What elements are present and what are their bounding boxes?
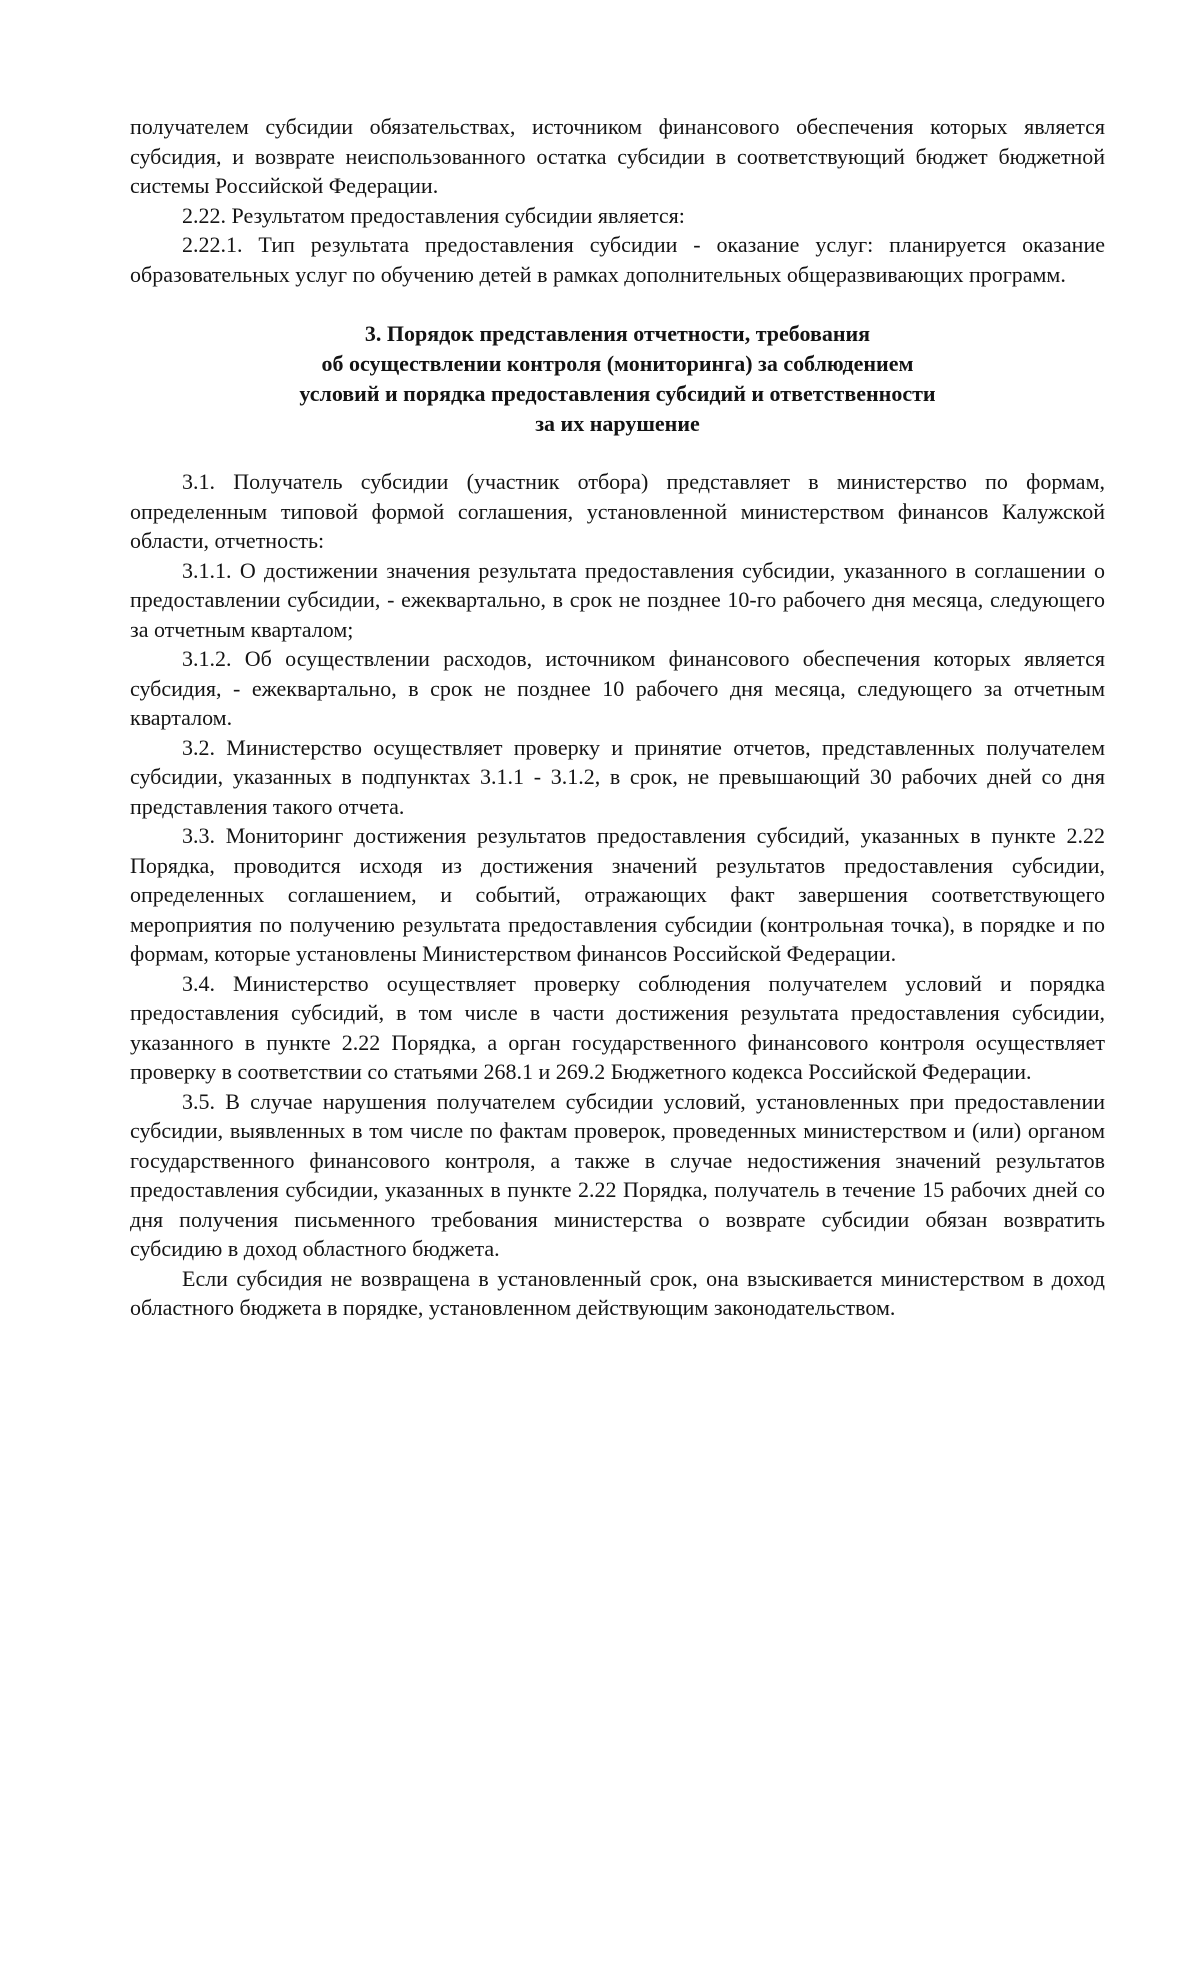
paragraph-3-2: 3.2. Министерство осуществляет проверку и принятие отчетов, представленных получателем субсидии, указанных в подпунктах 3.1.1 - 3.1.2, в срок, не превышающий 30 рабочих дней со дня представления такого отчета. xyxy=(130,734,1105,819)
document-page xyxy=(130,112,1105,1323)
paragraph-2-22-1: 2.22.1. Тип результата предоставления субсидии - оказание услуг: планируется оказание образовательных услуг по обучению детей в рамках дополнительных общеразвивающих программ. xyxy=(130,232,1105,287)
section-title-line: 3. Порядок представления отчетности, требования xyxy=(364,321,871,346)
paragraph-3-1-1: 3.1.1. О достижении значения результата предоставления субсидии, указанного в соглашении о предоставлении субсидии, - ежеквартально, в срок не позднее 10-го рабочего дня месяца, следующего за отчетным кварталом; xyxy=(130,557,1105,642)
section-3-title xyxy=(130,319,1105,439)
section-title-line: условий и порядка предоставления субсидий и ответственности xyxy=(299,381,936,406)
paragraph-3-4: 3.4. Министерство осуществляет проверку соблюдения получателем условий и порядка предоставления субсидий, в том числе в части достижения результата предоставления субсидии, указанного в пункте 2.22 Порядка, а орган государственного финансового контроля осуществляет проверку в соответствии со статьями 268.1 и 269.2 Бюджетного кодекса Российской Федерации. xyxy=(130,970,1105,1084)
paragraph-3-1: 3.1. Получатель субсидии (участник отбора) представляет в министерство по формам, определенным типовой формой соглашения, установленной министерством финансов Калужской области, отчетность: xyxy=(130,469,1105,553)
paragraph-final: Если субсидия не возвращена в установленный срок, она взыскивается министерством в доход областного бюджета в порядке, установленном действующим законодательством. xyxy=(130,1265,1105,1320)
paragraph-3-3: 3.3. Мониторинг достижения результатов предоставления субсидий, указанных в пункте 2.22 Порядка, проводится исходя из достижения значений результатов предоставления субсидии, определенных соглашением, и событий, отражающих факт завершения соответствующего мероприятия по получению результата предоставления субсидии (контрольная точка), в порядке и по формам, которые установлены Министерством финансов Российской Федерации. xyxy=(130,823,1105,966)
paragraph-continuation: получателем субсидии обязательствах, источником финансового обеспечения которых является субсидия, и возврате неиспользованного остатка субсидии в соответствующий бюджет бюджетной системы Российской Федерации. xyxy=(130,114,1105,198)
paragraph-3-5: 3.5. В случае нарушения получателем субсидии условий, установленных при предоставлении субсидии, выявленных в том числе по фактам проверок, проведенных министерством и (или) органом государственного финансового контроля, а также в случае недостижения значений результатов предоставления субсидии, указанных в пункте 2.22 Порядка, получатель в течение 15 рабочих дней со дня получения письменного требования министерства о возврате субсидии обязан возвратить субсидию в доход областного бюджета. xyxy=(130,1088,1105,1261)
paragraph-2-22: 2.22. Результатом предоставления субсидии является: xyxy=(182,202,685,228)
section-title-line: за их нарушение xyxy=(535,411,700,436)
section-title-line: об осуществлении контроля (мониторинга) за соблюдением xyxy=(321,351,914,376)
paragraph-3-1-2: 3.1.2. Об осуществлении расходов, источником финансового обеспечения которых является субсидия, - ежеквартально, в срок не позднее 10 рабочего дня месяца, следующего за отчетным кварталом. xyxy=(130,646,1105,730)
